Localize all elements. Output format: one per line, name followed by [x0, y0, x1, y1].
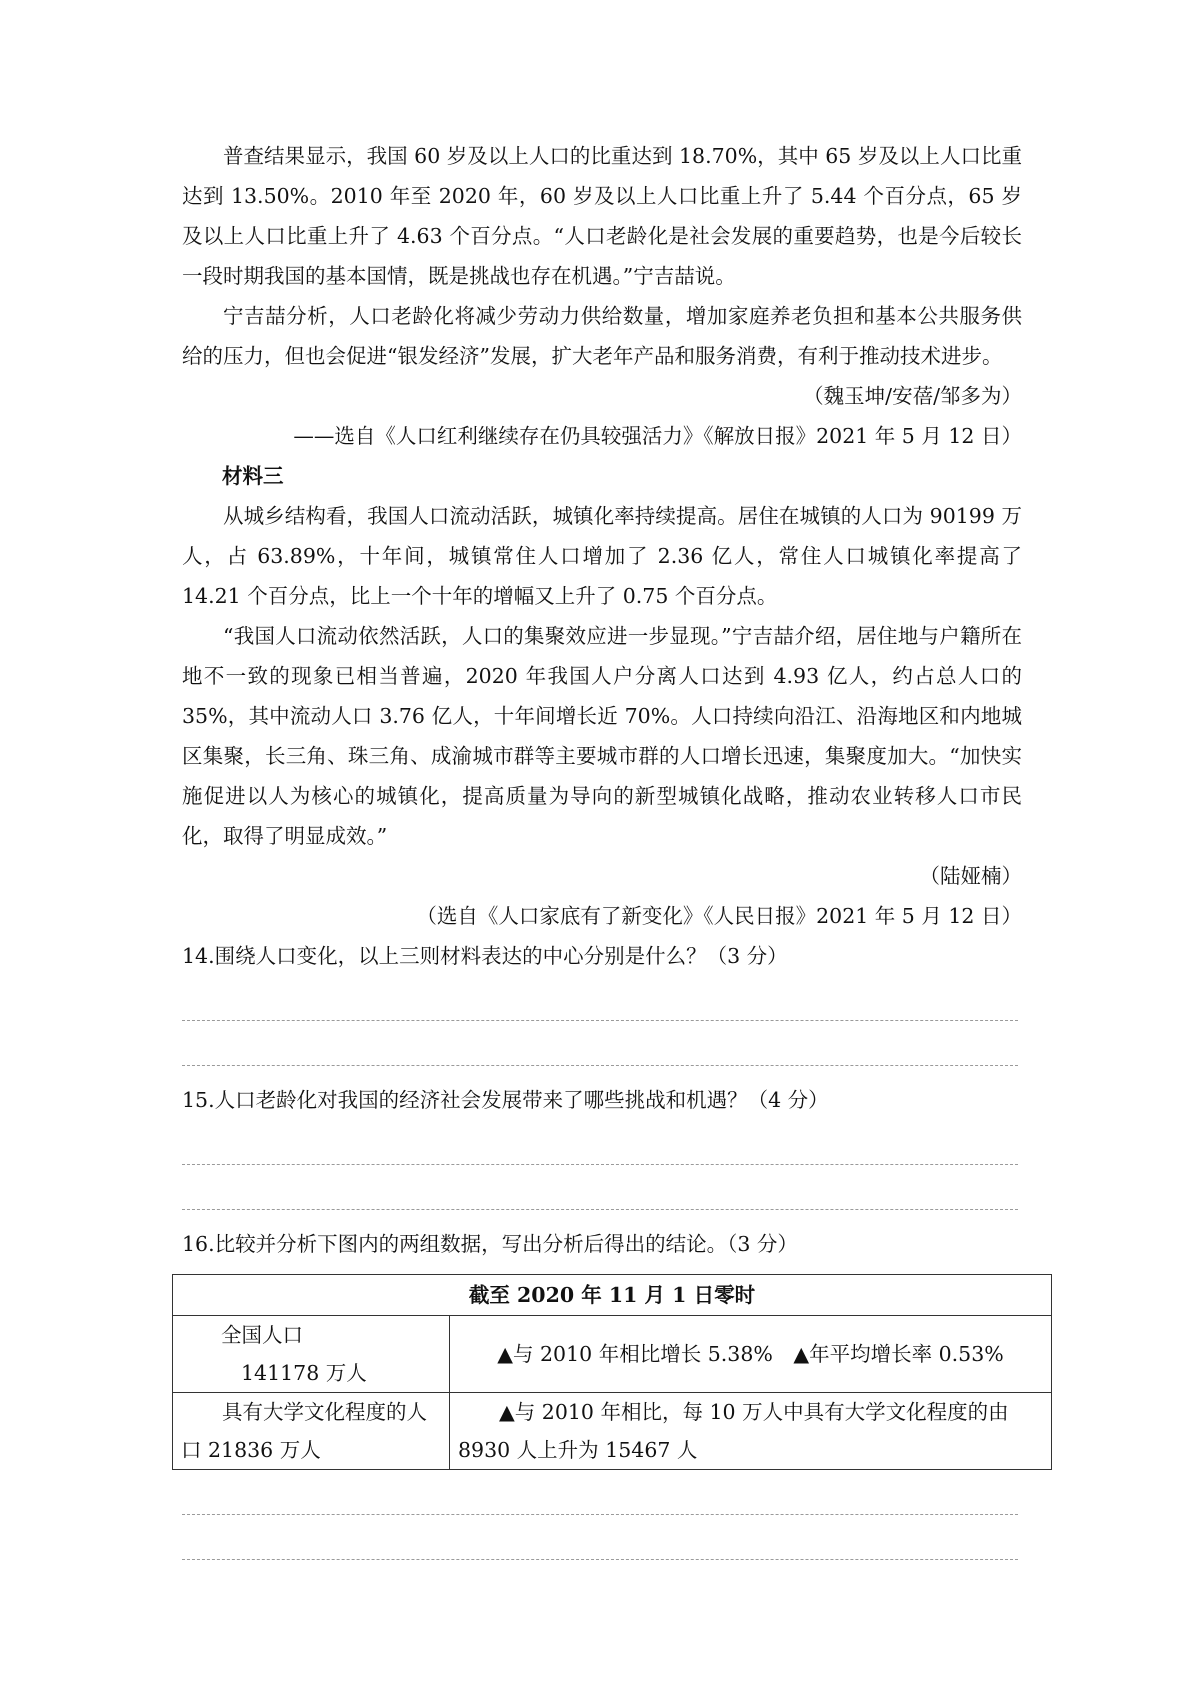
question-15: 15.人口老龄化对我国的经济社会发展带来了哪些挑战和机遇？（4 分） [182, 1088, 829, 1112]
question-14: 14.围绕人口变化，以上三则材料表达的中心分别是什么？（3 分） [182, 944, 788, 968]
national-population-value: 141178 万人 [241, 1361, 367, 1385]
answer-line[interactable] [182, 1470, 1018, 1515]
answer-line[interactable] [182, 1515, 1018, 1560]
paragraph-aging-stats: 普查结果显示，我国 60 岁及以上人口的比重达到 18.70%，其中 65 岁及以上人口比重达到 13.50%。2010 年至 2020 年，60 岁及以上人口比重上升了 5.44 个百分点，65 岁及以上人口比重上升了 4.63 个百分点。“人口老龄化是社会发展的重要趋势，也是今后较长一段时期我国的基本国情，既是挑战也存在机遇。”宁吉喆说。 [182, 144, 1022, 288]
source-material-3: （选自《人口家底有了新变化》《人民日报》2021 年 5 月 12 日） [416, 904, 1022, 928]
census-data-table [172, 1274, 1052, 1470]
paragraph-urbanization: 从城乡结构看，我国人口流动活跃，城镇化率持续提高。居住在城镇的人口为 90199 万人，占 63.89%，十年间，城镇常住人口增加了 2.36 亿人，常住人口城镇化率提高了 14.21 个百分点，比上一个十年的增幅又上升了 0.75 个百分点。 [182, 504, 1022, 608]
answer-line[interactable] [182, 1021, 1018, 1066]
page-content [182, 136, 1022, 1560]
national-population-label: 全国人口 [221, 1323, 303, 1347]
table-cell-label [173, 1316, 450, 1393]
source-material-2: ——选自《人口红利继续存在仍具较强活力》《解放日报》2021 年 5 月 12 日） [293, 424, 1022, 448]
table-cell-value: ▲与 2010 年相比增长 5.38% ▲年平均增长率 0.53% [450, 1316, 1052, 1393]
table-cell-value: ▲与 2010 年相比，每 10 万人中具有大学文化程度的由 8930 人上升为 15467 人 [450, 1393, 1052, 1470]
answer-line[interactable] [182, 976, 1018, 1021]
answer-line[interactable] [182, 1165, 1018, 1210]
answer-line[interactable] [182, 1120, 1018, 1165]
table-header: 截至 2020 年 11 月 1 日零时 [173, 1275, 1052, 1316]
question-16: 16.比较并分析下图内的两组数据，写出分析后得出的结论。（3 分） [182, 1232, 798, 1256]
byline-material-3: （陆娅楠） [919, 864, 1022, 888]
material-3-heading: 材料三 [222, 464, 284, 488]
table-row [173, 1393, 1052, 1470]
paragraph-population-flow: “我国人口流动依然活跃，人口的集聚效应进一步显现。”宁吉喆介绍，居住地与户籍所在地不一致的现象已相当普遍，2020 年我国人户分离人口达到 4.93 亿人，约占总人口的 35%，其中流动人口 3.76 亿人，十年间增长近 70%。人口持续向沿江、沿海地区和内地城区集聚，长三角、珠三角、成渝城市群等主要城市群的人口增长迅速，集聚度加大。“加快实施促进以人为核心的城镇化，提高质量为导向的新型城镇化战略，推动农业转移人口市民化，取得了明显成效。” [182, 624, 1022, 848]
table-row [173, 1316, 1052, 1393]
byline-material-2: （魏玉坤/安蓓/邹多为） [803, 384, 1022, 408]
table-header-row [173, 1275, 1052, 1316]
table-cell-label: 具有大学文化程度的人口 21836 万人 [173, 1393, 450, 1470]
paragraph-aging-analysis: 宁吉喆分析，人口老龄化将减少劳动力供给数量，增加家庭养老负担和基本公共服务供给的压力，但也会促进“银发经济”发展，扩大老年产品和服务消费，有利于推动技术进步。 [182, 304, 1022, 368]
